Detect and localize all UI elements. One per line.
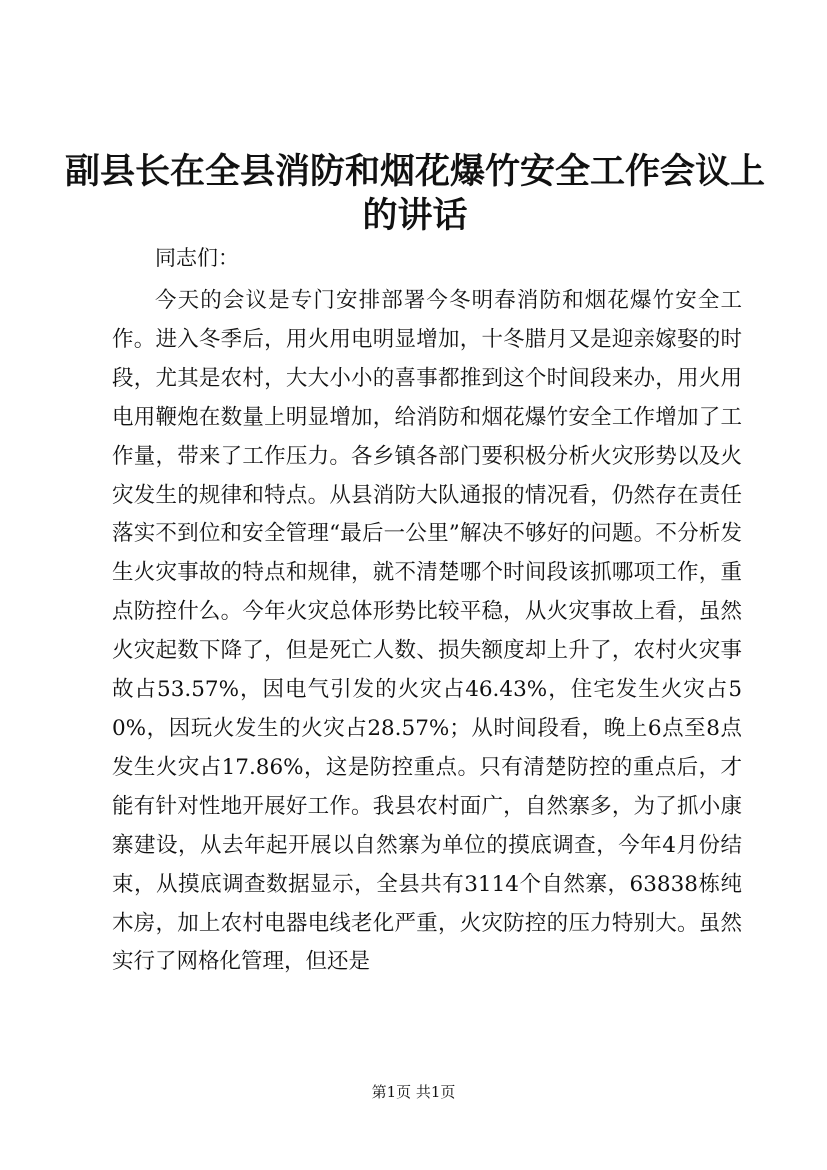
page-footer: 第1页 共1页: [371, 1083, 456, 1101]
document-title: 副县长在全县消防和烟花爆竹安全工作会议上的讲话: [64, 151, 765, 236]
greeting: 同志们：: [155, 246, 239, 270]
body-paragraph: 今天的会议是专门安排部署今冬明春消防和烟花爆竹安全工作。进入冬季后，用火用电明显增加，十冬腊月又是迎亲嫁娶的时段，尤其是农村，大大小小的喜事都推到这个时间段来办，用火用电用鞭炮在数量上明显增加，给消防和烟花爆竹安全工作增加了工作量，带来了工作压力。各乡镇各部门要积极分析火灾形势以及火灾发生的规律和特点。从县消防大队通报的情况看，仍然存在责任落实不到位和安全管理“最后一公里”解决不够好的问题。不分析发生火灾事故的特点和规律，就不清楚哪个时间段该抓哪项工作，重点防控什么。今年火灾总体形势比较平稳，从火灾事故上看，虽然火灾起数下降了，但是死亡人数、损失额度却上升了，农村火灾事故占53.57%，因电气引发的火灾占46.43%，住宅发生火灾占50%，因玩火发生的火灾占28.57%；从时间段看，晚上6点至8点发生火灾占17.86%，这是防控重点。只有清楚防控的重点后，才能有针对性地开展好工作。我县农村面广，自然寨多，为了抓小康寨建设，从去年起开展以自然寨为单位的摸底调查，今年4月份结束，从摸底调查数据显示，全县共有3114个自然寨，63838栋纯木房，加上农村电器电线老化严重，火灾防控的压力特别大。虽然实行了网格化管理，但还是: [112, 288, 742, 975]
